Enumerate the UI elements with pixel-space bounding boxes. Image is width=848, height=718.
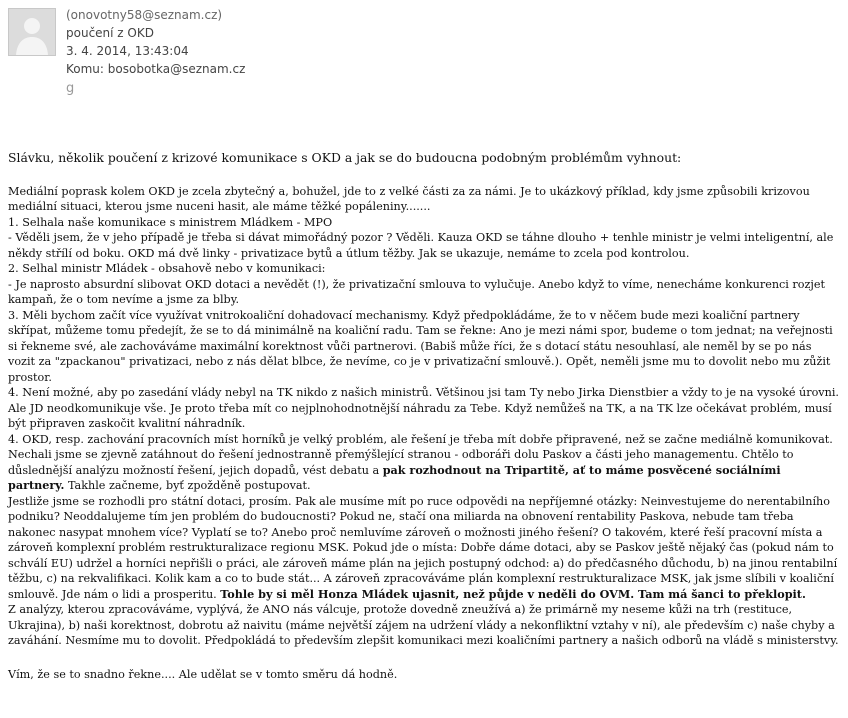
paragraph-text: 4. OKD, resp. zachování pracovních míst horníků je velký problém, ale řešení je třeba mít dobře připravené, než se začne mediálně komunikovat. Nechali jsme se zjevně zatáhnout do řešení jednostranně přemýšlející stranou - odboráři dolu Paskov a části jeho managementu. Chtělo to důslednější analýzu možností řešení, jejich dopadů, vést debatu a <box>8 432 833 477</box>
person-silhouette-icon <box>9 9 55 55</box>
recipient-line <box>66 60 245 78</box>
body-paragraph: 3. Měli bychom začít více využívat vnitrokoaliční dohadovací mechanismy. Když předpokládáme, že to v něčem bude mezi koaliční partnery skřípat, můžeme tomu předejít, že se to dá minimálně na koaliční radu. Tam se řekne: Ano je mezi námi spor, budeme o tom jednat; na veřejnosti si řekneme své, ale zachováváme maximální korektnost vůči partnerovi. (Babiš může říci, že s dotací státu nesouhlasí, ale neměl by se po nás vozit za "zpackanou" privatizaci, nebo z nás dělat blbce, že nevíme, co je v privatizační smlouvě.). Opět, neměli jsme mu to dovolit nebo mu zůžit prostor. <box>8 308 833 384</box>
body-paragraph: - Je naprosto absurdní slibovat OKD dotaci a nevědět (!), že privatizační smlouva to vylučuje. Anebo když to víme, nenecháme konkurenci rozjet kampaň, že o tom nevíme a jsme za blby. <box>8 277 825 306</box>
avatar[interactable] <box>8 8 56 56</box>
recipient-label: Komu: <box>66 62 104 76</box>
body-paragraph: 2. Selhal ministr Mládek - obsahově nebo v komunikaci: <box>8 262 326 275</box>
body-paragraph: 4. Není možné, aby po zasedání vlády nebyl na TK nikdo z našich ministrů. Většinou jsi tam Ty nebo Jirka Dienstbier a vždy to je na vysoké úrovni. Ale JD neodkomunikuje vše. Je proto třeba mít co nejplnohodnotnější náhradu za Tebe. Když nemůžeš na TK, a na TK lze očekávat problém, musí být připraven zaskočit kvalitní náhradník. <box>8 386 839 430</box>
bold-highlight: Tohle by si měl Honza Mládek ujasnit, než půjde v neděli do OVM. Tam má šanci to překlopit. <box>220 586 806 601</box>
message-meta <box>66 6 245 98</box>
body-paragraph: Mediální poprask kolem OKD je zcela zbytečný a, bohužel, jde to z velké části za za námi. Je to ukázkový příklad, kdy jsme způsobili krizovou mediální situaci, kterou jsme nuceni hasit, ale máme těžké popáleniny....... <box>8 184 810 213</box>
paragraph-text: Takhle začneme, byť zpožděně postupovat. <box>64 479 311 492</box>
message-body <box>8 150 840 682</box>
paragraph-text: Jestliže jsme se rozhodli pro státní dotaci, prosím. Pak ale musíme mít po ruce odpovědi na nepříjemné otázky: Neinvestujeme do nerentabilního podniku? Neoddalujeme tím jen problém do budoucnosti? Pokud ne, stačí ona miliarda na obnovení rentability Paskova, nebude tam třeba nakonec nasypat mnohem více? Vyplatí se to? Anebo proč nemluvíme zároveň o možnosti jiného řešení? O takovém, které řeší pracovní místa a zároveň komplexní problém restrukturalizace regionu MSK. Pokud jde o místa: Dobře dáme dotaci, aby se Paskov ještě nějaký čas (pokud nám to schválí EU) udržel a horníci nepřišli o práci, ale zároveň máme plán na jejich postupný odchod: a) do předčasného důchodu, b) na jinou rentabilní těžbu, c) na rekvalifikaci. Kolik kam a co to bude stát... A zároveň zpracováváme plán komplexní restrukturalizace MSK, jak jsme slíbili v koaliční smlouvě. Jde nám o lidi a prosperitu. <box>8 494 838 601</box>
message-subject: poučení z OKD <box>66 26 154 40</box>
signoff-line: Vím, že se to snadno řekne.... Ale udělat se v tomto směru dá hodně. <box>8 667 398 681</box>
body-paragraph: - Věděli jsem, že v jeho případě je třeba si dávat mimořádný pozor ? Věděli. Kauza OKD se táhne dlouho + tenhle ministr je velmi inteligentní, ale někdy střílí od boku. OKD má dvě linky - privatizace bytů a útlum těžby. Jak se ukazuje, nemáme to zcela pod kontrolou. <box>8 231 834 260</box>
sender-address[interactable]: (onovotny58@seznam.cz) <box>66 8 223 22</box>
body-paragraph <box>8 494 840 603</box>
body-paragraph <box>8 432 840 494</box>
email-header <box>0 0 848 120</box>
greeting-line: Slávku, několik poučení z krizové komunikace s OKD a jak se do budoucna podobným problémům vyhnout: <box>8 150 682 165</box>
body-paragraph: Z analýzy, kterou zpracováváme, vyplývá, že ANO nás válcuje, protože dovedně zneužívá a) že primárně my neseme kůži na trh (restituce, Ukrajina), b) naši korektnost, dobrotu až naivitu (máme největší zájem na udržení vlády a nekonfliktní vztahy v ní), ale především c) naše chyby a zaváhání. Nesmíme mu to dovolit. Předpokládá to především zlepšit komunikaci mezi koaličními partnery a našich odborů na vládě s ministerstvy. <box>8 603 839 647</box>
g-icon[interactable]: g <box>66 81 75 96</box>
recipient-address[interactable]: bosobotka@seznam.cz <box>107 62 246 76</box>
bold-highlight: pak rozhodnout na Tripartitě, ať to máme posvěcené sociálními partnery. <box>8 462 781 492</box>
message-date: 3. 4. 2014, 13:43:04 <box>66 44 189 58</box>
body-paragraph: 1. Selhala naše komunikace s ministrem Mládkem - MPO <box>8 215 333 229</box>
